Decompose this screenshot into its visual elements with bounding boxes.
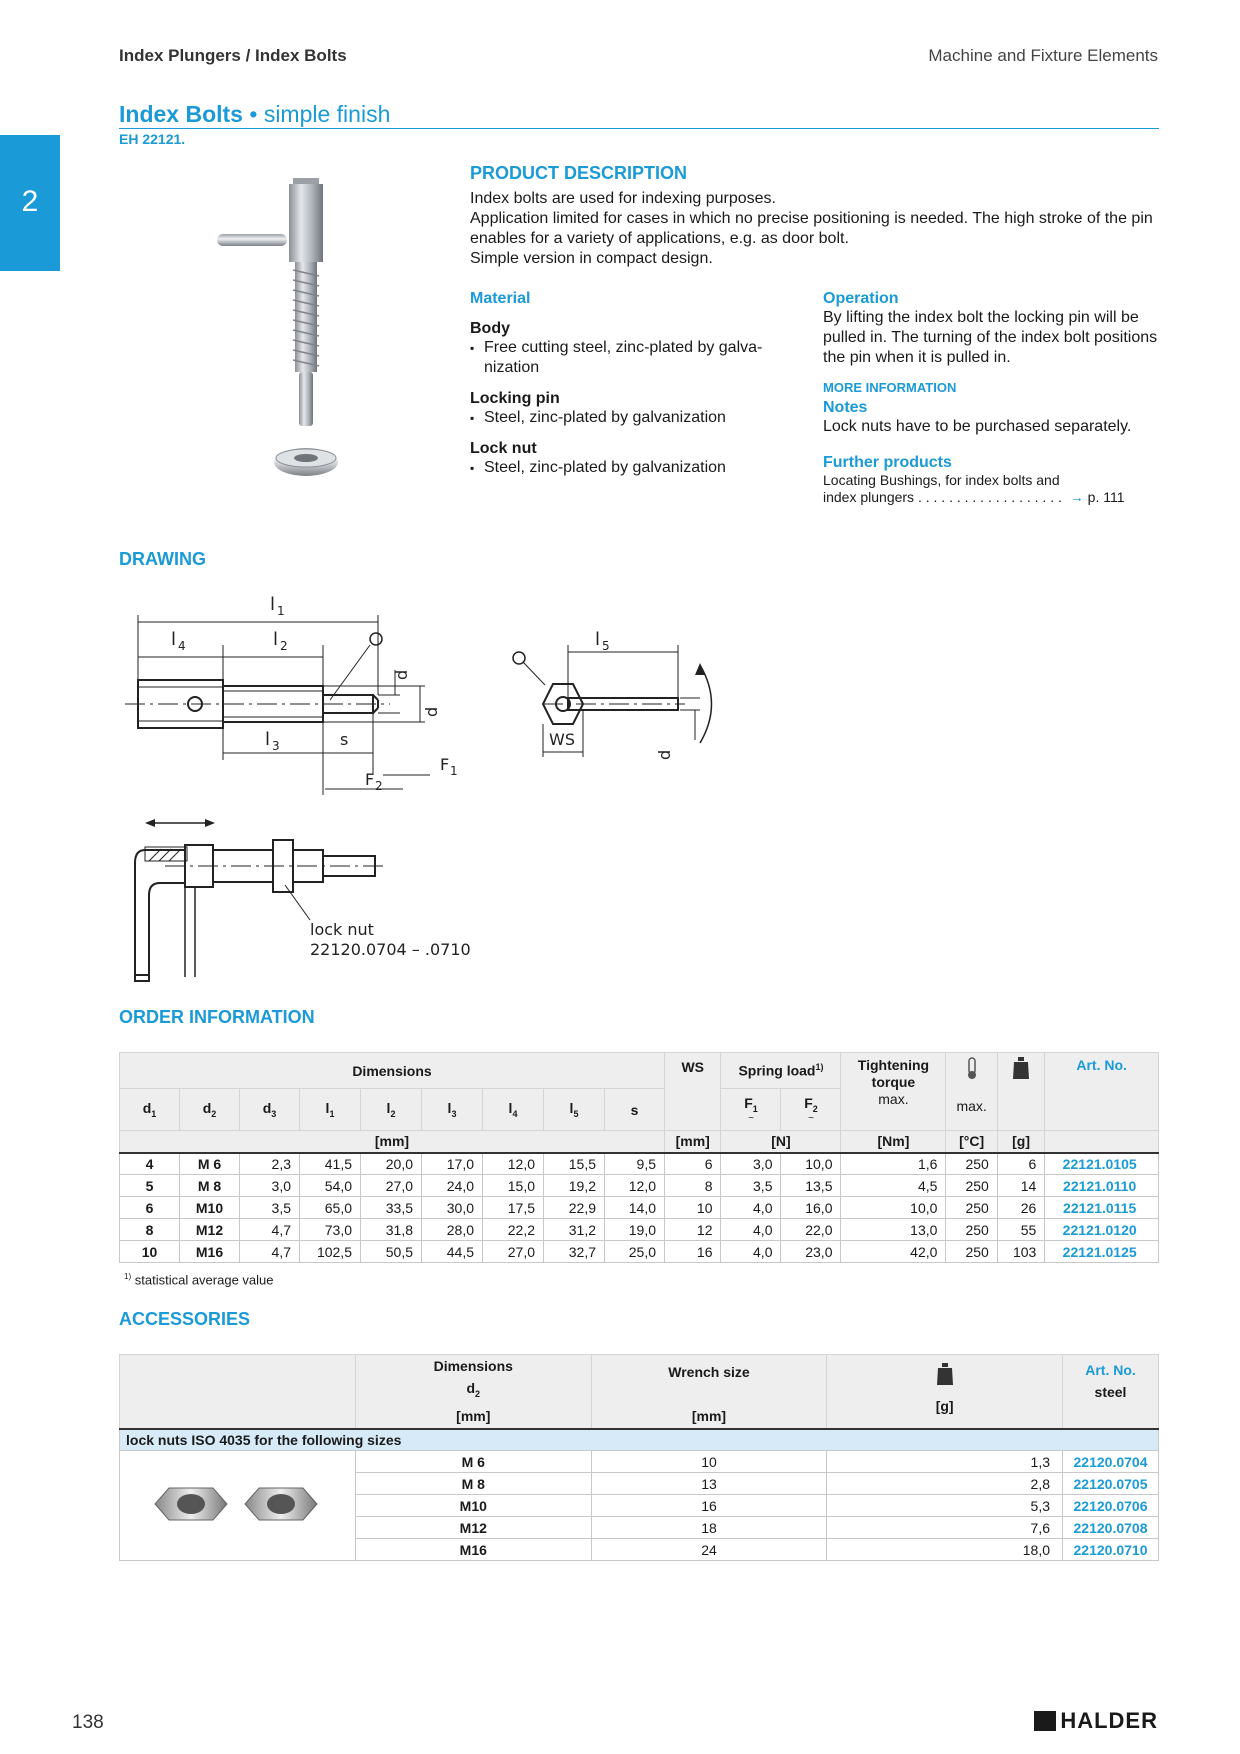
table-cell: 22,0 <box>781 1219 841 1241</box>
table-cell: 2,3 <box>240 1153 300 1175</box>
table-cell: 14,0 <box>605 1197 665 1219</box>
table-cell: 250 <box>946 1241 997 1263</box>
title-bold: Index Bolts <box>119 101 243 127</box>
table-cell: M12 <box>355 1517 591 1539</box>
table-cell: 18,0 <box>827 1539 1063 1561</box>
svg-text:WS: WS <box>549 730 575 749</box>
table-cell: 19,0 <box>605 1219 665 1241</box>
locking-pin-value: ▪ Steel, zinc-plated by galvanization <box>470 408 790 428</box>
more-info-heading: MORE INFORMATION <box>823 380 957 395</box>
table-cell: 65,0 <box>300 1197 361 1219</box>
page-number: 138 <box>72 1712 104 1733</box>
table-cell: M 6 <box>355 1451 591 1473</box>
product-description-text <box>470 189 1160 269</box>
table-cell: 54,0 <box>300 1175 361 1197</box>
table-cell: 14 <box>997 1175 1045 1197</box>
col-d1: $d_1$ <box>120 1089 180 1131</box>
table-row <box>120 1175 1159 1197</box>
table-cell: 4,5 <box>841 1175 946 1197</box>
svg-text:l: l <box>595 629 601 650</box>
accessories-table <box>119 1354 1159 1561</box>
table-cell: 31,2 <box>544 1219 605 1241</box>
operation-block <box>823 290 1163 506</box>
body-heading: Body <box>470 320 510 337</box>
further-products-text: index plungers . . . . . . . . . . . . . . . . . . . <box>823 489 1062 505</box>
table-cell: 3,0 <box>240 1175 300 1197</box>
unit-c: [°C] <box>946 1131 997 1153</box>
table-cell: 13,0 <box>841 1219 946 1241</box>
table-cell: 18 <box>591 1517 827 1539</box>
drawing-heading: DRAWING <box>119 549 206 569</box>
table-cell: 10 <box>120 1241 180 1263</box>
svg-text:F: F <box>440 755 450 774</box>
table-cell: 22,9 <box>544 1197 605 1219</box>
operation-text: By lifting the index bolt the locking pin will be pulled in. The turning of the index bolt positions the pin when it is pulled in. <box>823 309 1158 366</box>
art-no-link[interactable]: 22120.0708 <box>1063 1517 1159 1539</box>
table-cell: 27,0 <box>483 1241 544 1263</box>
svg-text:F: F <box>365 770 375 789</box>
table-cell: 12 <box>665 1219 721 1241</box>
table-cell: M16 <box>355 1539 591 1561</box>
lock-nut-reference: 22120.0704 – .0710 <box>310 940 471 959</box>
table-cell: 16,0 <box>781 1197 841 1219</box>
art-no-link[interactable]: 22121.0115 <box>1045 1197 1159 1219</box>
table-cell: 1,6 <box>841 1153 946 1175</box>
table-cell: 16 <box>665 1241 721 1263</box>
table-cell: 20,0 <box>361 1153 422 1175</box>
col-f1: $F_1$ ~ <box>721 1089 781 1131</box>
description-line-2: Application limited for cases in which no precise positioning is needed. The high stroke of the pin enables for a variety of applications, e.g. as door bolt. <box>470 210 1153 247</box>
table-cell: 12,0 <box>483 1153 544 1175</box>
table-cell: 4,7 <box>240 1219 300 1241</box>
end-view <box>513 629 712 760</box>
table-cell: 24 <box>591 1539 827 1561</box>
product-photo <box>205 172 355 487</box>
accessories-heading: ACCESSORIES <box>119 1309 251 1329</box>
svg-text:1: 1 <box>450 764 458 778</box>
table-cell: 23,0 <box>781 1241 841 1263</box>
table-cell: 3,5 <box>721 1175 781 1197</box>
lock-nut-image <box>147 1474 327 1534</box>
table-cell: 32,7 <box>544 1241 605 1263</box>
header-catalog-title: Machine and Fixture Elements <box>928 46 1158 65</box>
table-cell: 17,0 <box>422 1153 483 1175</box>
table-cell: 6 <box>120 1197 180 1219</box>
table-cell: 22,2 <box>483 1219 544 1241</box>
table-cell: 4,0 <box>721 1241 781 1263</box>
table-cell: 55 <box>997 1219 1045 1241</box>
table-cell: 8 <box>665 1175 721 1197</box>
arrow-right-icon: → <box>1069 489 1084 505</box>
table-cell: M10 <box>355 1495 591 1517</box>
title-divider <box>119 128 1159 129</box>
art-no-link[interactable]: 22121.0110 <box>1045 1175 1159 1197</box>
product-code: EH 22121. <box>119 131 186 147</box>
col-l5: $l_5$ <box>544 1089 605 1131</box>
table-cell: 10,0 <box>841 1197 946 1219</box>
table-cell: 17,5 <box>483 1197 544 1219</box>
table-row <box>120 1153 1159 1175</box>
art-no-link[interactable]: 22120.0704 <box>1063 1451 1159 1473</box>
further-products-page-link[interactable]: p. 111 <box>1087 489 1125 505</box>
svg-text:d: d <box>422 706 441 717</box>
svg-text:l: l <box>270 594 276 615</box>
table-cell: 27,0 <box>361 1175 422 1197</box>
table-cell: 30,0 <box>422 1197 483 1219</box>
further-products-line-2[interactable] <box>823 489 1163 506</box>
svg-text:d: d <box>655 749 674 760</box>
table-cell: 250 <box>946 1175 997 1197</box>
table-cell: M12 <box>180 1219 240 1241</box>
art-no-link[interactable]: 22121.0105 <box>1045 1153 1159 1175</box>
table-cell: 103 <box>997 1241 1045 1263</box>
col-d3: $d_3$ <box>240 1089 300 1131</box>
acc-col-weight: [g] <box>827 1355 1063 1429</box>
table-cell: 250 <box>946 1153 997 1175</box>
table-cell: 10 <box>665 1197 721 1219</box>
table-cell: 24,0 <box>422 1175 483 1197</box>
table-cell: 42,0 <box>841 1241 946 1263</box>
weight-icon <box>936 1363 954 1385</box>
lock-nut-label: lock nut <box>310 920 374 939</box>
halder-logo-icon <box>1034 1711 1056 1731</box>
acc-group-label: lock nuts ISO 4035 for the following sizes <box>120 1429 1159 1451</box>
table-cell: 73,0 <box>300 1219 361 1241</box>
table-cell: 26 <box>997 1197 1045 1219</box>
table-cell: 13,5 <box>781 1175 841 1197</box>
table-cell: 10,0 <box>781 1153 841 1175</box>
art-no-link[interactable]: 22121.0120 <box>1045 1219 1159 1241</box>
col-l3: $l_3$ <box>422 1089 483 1131</box>
table-cell: 3,5 <box>240 1197 300 1219</box>
table-cell: M 8 <box>180 1175 240 1197</box>
weight-icon <box>1012 1057 1030 1079</box>
title-separator: • <box>242 101 264 127</box>
table-row <box>120 1451 1159 1473</box>
svg-text:l: l <box>265 729 271 750</box>
table-row <box>120 1197 1159 1219</box>
description-line-3: Simple version in compact design. <box>470 250 713 267</box>
col-weight <box>997 1053 1045 1131</box>
svg-text:d: d <box>392 669 411 680</box>
table-cell: M 6 <box>180 1153 240 1175</box>
table-cell: 5,3 <box>827 1495 1063 1517</box>
col-f2: $F_2$ ~ <box>781 1089 841 1131</box>
table-cell: M16 <box>180 1241 240 1263</box>
further-products-line-1: Locating Bushings, for index bolts and <box>823 472 1060 488</box>
notes-heading: Notes <box>823 399 868 416</box>
table-cell: 44,5 <box>422 1241 483 1263</box>
order-footnote: $^{1)}$ statistical average value <box>124 1272 274 1288</box>
brand-logo: HALDER <box>1034 1708 1158 1734</box>
table-cell: 250 <box>946 1219 997 1241</box>
table-cell: 102,5 <box>300 1241 361 1263</box>
material-heading: Material <box>470 290 531 307</box>
acc-col-wrench: Wrench size [mm] <box>591 1355 827 1429</box>
svg-text:3: 3 <box>272 739 280 753</box>
col-s: s <box>605 1089 665 1131</box>
svg-text:2: 2 <box>375 779 383 793</box>
installation-view <box>135 819 471 981</box>
table-cell: 16 <box>591 1495 827 1517</box>
table-cell: 8 <box>120 1219 180 1241</box>
table-cell: 2,8 <box>827 1473 1063 1495</box>
table-cell: 10 <box>591 1451 827 1473</box>
operation-heading: Operation <box>823 290 899 307</box>
table-cell: 12,0 <box>605 1175 665 1197</box>
table-cell: 4 <box>120 1153 180 1175</box>
body-value: ▪ Free cutting steel, zinc-plated by galva-nization <box>470 338 790 378</box>
table-cell: 15,5 <box>544 1153 605 1175</box>
table-cell: 3,0 <box>721 1153 781 1175</box>
lock-nut-heading: Lock nut <box>470 440 537 457</box>
art-no-link[interactable]: 22121.0125 <box>1045 1241 1159 1263</box>
order-info-heading: ORDER INFORMATION <box>119 1007 315 1027</box>
table-cell: 4,0 <box>721 1219 781 1241</box>
order-table <box>119 1052 1159 1263</box>
thermometer-icon <box>965 1057 979 1081</box>
art-no-link[interactable]: 22120.0705 <box>1063 1473 1159 1495</box>
technical-drawing <box>125 585 725 985</box>
lock-nut-photo <box>120 1451 356 1561</box>
col-torque: Tightening torque max. <box>841 1053 946 1131</box>
unit-mm-ws: [mm] <box>665 1131 721 1153</box>
product-description-heading: PRODUCT DESCRIPTION <box>470 163 688 183</box>
page-title <box>119 101 390 128</box>
material-block <box>470 290 790 478</box>
table-cell: 250 <box>946 1197 997 1219</box>
table-cell: 31,8 <box>361 1219 422 1241</box>
unit-nm: [Nm] <box>841 1131 946 1153</box>
unit-n: [N] <box>721 1131 841 1153</box>
table-cell: 15,0 <box>483 1175 544 1197</box>
svg-text:4: 4 <box>178 639 186 653</box>
table-cell: 5 <box>120 1175 180 1197</box>
svg-text:1: 1 <box>277 604 285 618</box>
table-cell: M10 <box>180 1197 240 1219</box>
title-rest: simple finish <box>263 101 391 127</box>
description-line-1: Index bolts are used for indexing purposes. <box>470 190 776 207</box>
table-cell: 4,0 <box>721 1197 781 1219</box>
art-no-link[interactable]: 22120.0710 <box>1063 1539 1159 1561</box>
col-art-no: Art. No. <box>1045 1053 1159 1131</box>
table-cell: 41,5 <box>300 1153 361 1175</box>
svg-text:l: l <box>171 629 177 650</box>
lock-nut-value: ▪ Steel, zinc-plated by galvanization <box>470 458 790 478</box>
unit-mm: [mm] <box>120 1131 665 1153</box>
col-l4: $l_4$ <box>483 1089 544 1131</box>
table-cell: 7,6 <box>827 1517 1063 1539</box>
acc-col-dimensions: Dimensions $d_2$ [mm] <box>355 1355 591 1429</box>
chapter-tab[interactable]: 2 <box>0 135 60 271</box>
table-cell: 1,3 <box>827 1451 1063 1473</box>
col-temperature: max. <box>946 1053 997 1131</box>
table-row <box>120 1241 1159 1263</box>
svg-text:2: 2 <box>280 639 288 653</box>
table-cell: M 8 <box>355 1473 591 1495</box>
col-l1: $l_1$ <box>300 1089 361 1131</box>
col-l2: $l_2$ <box>361 1089 422 1131</box>
table-cell: 9,5 <box>605 1153 665 1175</box>
notes-text: Lock nuts have to be purchased separately. <box>823 418 1132 435</box>
header-section-title: Index Plungers / Index Bolts <box>119 46 347 65</box>
table-cell: 33,5 <box>361 1197 422 1219</box>
col-dimensions: Dimensions <box>120 1053 665 1089</box>
table-cell: 25,0 <box>605 1241 665 1263</box>
col-d2: $d_2$ <box>180 1089 240 1131</box>
table-cell: 6 <box>665 1153 721 1175</box>
acc-col-art: Art. No. steel <box>1063 1355 1159 1429</box>
table-cell: 28,0 <box>422 1219 483 1241</box>
table-cell: 50,5 <box>361 1241 422 1263</box>
further-products-heading: Further products <box>823 454 952 471</box>
side-view <box>125 594 458 795</box>
table-row <box>120 1219 1159 1241</box>
svg-text:l: l <box>273 629 279 650</box>
table-cell: 4,7 <box>240 1241 300 1263</box>
svg-text:s: s <box>340 730 349 749</box>
locking-pin-heading: Locking pin <box>470 390 560 407</box>
art-no-link[interactable]: 22120.0706 <box>1063 1495 1159 1517</box>
col-ws: WS <box>665 1053 721 1131</box>
col-spring-load: Spring load$^{1)}$ <box>721 1053 841 1089</box>
svg-text:5: 5 <box>602 639 610 653</box>
table-cell: 6 <box>997 1153 1045 1175</box>
unit-g: [g] <box>997 1131 1045 1153</box>
table-cell: 19,2 <box>544 1175 605 1197</box>
table-cell: 13 <box>591 1473 827 1495</box>
